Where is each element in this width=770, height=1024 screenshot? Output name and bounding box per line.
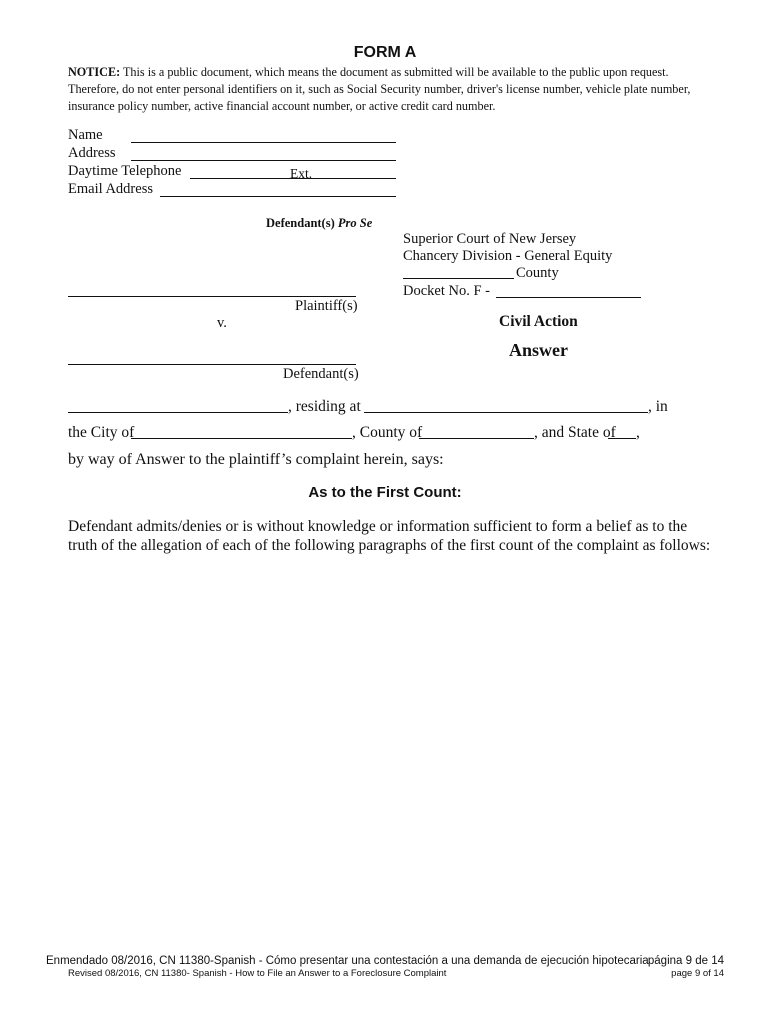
defendant-pro-se-prefix: Defendant(s) (266, 216, 338, 230)
name-field[interactable] (131, 142, 396, 143)
county-field[interactable] (403, 278, 514, 279)
city-of-label: the City of (68, 424, 135, 441)
state-field[interactable] (608, 438, 636, 439)
notice-paragraph (68, 64, 708, 115)
email-label: Email Address (68, 181, 153, 197)
docket-number-field[interactable] (496, 297, 641, 298)
form-title: FORM A (353, 44, 417, 61)
pro-se-label: Pro Se (337, 216, 373, 230)
city-field[interactable] (131, 438, 352, 439)
county-of-label: , County of (352, 424, 423, 441)
ext-label: Ext. (290, 166, 313, 181)
footer-page-english: page 9 of 14 (671, 968, 724, 979)
residence-address-field[interactable] (364, 412, 648, 413)
footer-english: Revised 08/2016, CN 11380- Spanish - How to File an Answer to a Foreclosure Complaint (68, 968, 447, 979)
by-way-of-answer: by way of Answer to the plaintiff’s complaint herein, says: (68, 451, 444, 468)
residence-county-field[interactable] (419, 438, 534, 439)
defendant-pro-se (266, 216, 372, 231)
plaintiff-field[interactable] (68, 296, 356, 297)
defendant-field[interactable] (68, 364, 356, 365)
telephone-label: Daytime Telephone (68, 163, 182, 179)
defendant-name-field[interactable] (68, 412, 288, 413)
answer-title: Answer (509, 340, 568, 360)
notice-label: NOTICE: (68, 65, 121, 79)
court-division: Chancery Division - General Equity (403, 248, 613, 264)
first-count-heading: As to the First Count: (308, 484, 462, 501)
versus-label: v. (217, 315, 227, 331)
defendant-label: Defendant(s) (283, 366, 359, 382)
footer-spanish: Enmendado 08/2016, CN 11380-Spanish - Cómo presentar una contestación a una demanda de ejecución hipotecaria (46, 955, 649, 967)
state-comma: , (636, 424, 640, 441)
state-of-label: , and State of (534, 424, 616, 441)
civil-action-label: Civil Action (499, 313, 578, 330)
notice-text: This is a public document, which means the document as submitted will be available to the public upon request. Therefore, do not enter personal identifiers on it, such as Social Security number, driver's license number, vehicle plate number, insurance policy number, active financial account number, or active credit card number. (68, 65, 691, 113)
plaintiff-label: Plaintiff(s) (295, 298, 358, 314)
court-name: Superior Court of New Jersey (403, 231, 577, 247)
in-label: , in (648, 398, 668, 415)
address-field[interactable] (131, 160, 396, 161)
name-label: Name (68, 127, 103, 143)
address-label: Address (68, 145, 116, 161)
first-count-body: Defendant admits/denies or is without knowledge or information sufficient to form a belief as to the truth of the allegation of each of the following paragraphs of the first count of the complaint as follows: (68, 518, 711, 554)
residing-at-label: , residing at (288, 398, 361, 415)
email-field[interactable] (160, 196, 396, 197)
footer-page-spanish: página 9 de 14 (647, 955, 724, 967)
docket-label: Docket No. F - (403, 283, 490, 299)
county-label: County (516, 265, 559, 281)
